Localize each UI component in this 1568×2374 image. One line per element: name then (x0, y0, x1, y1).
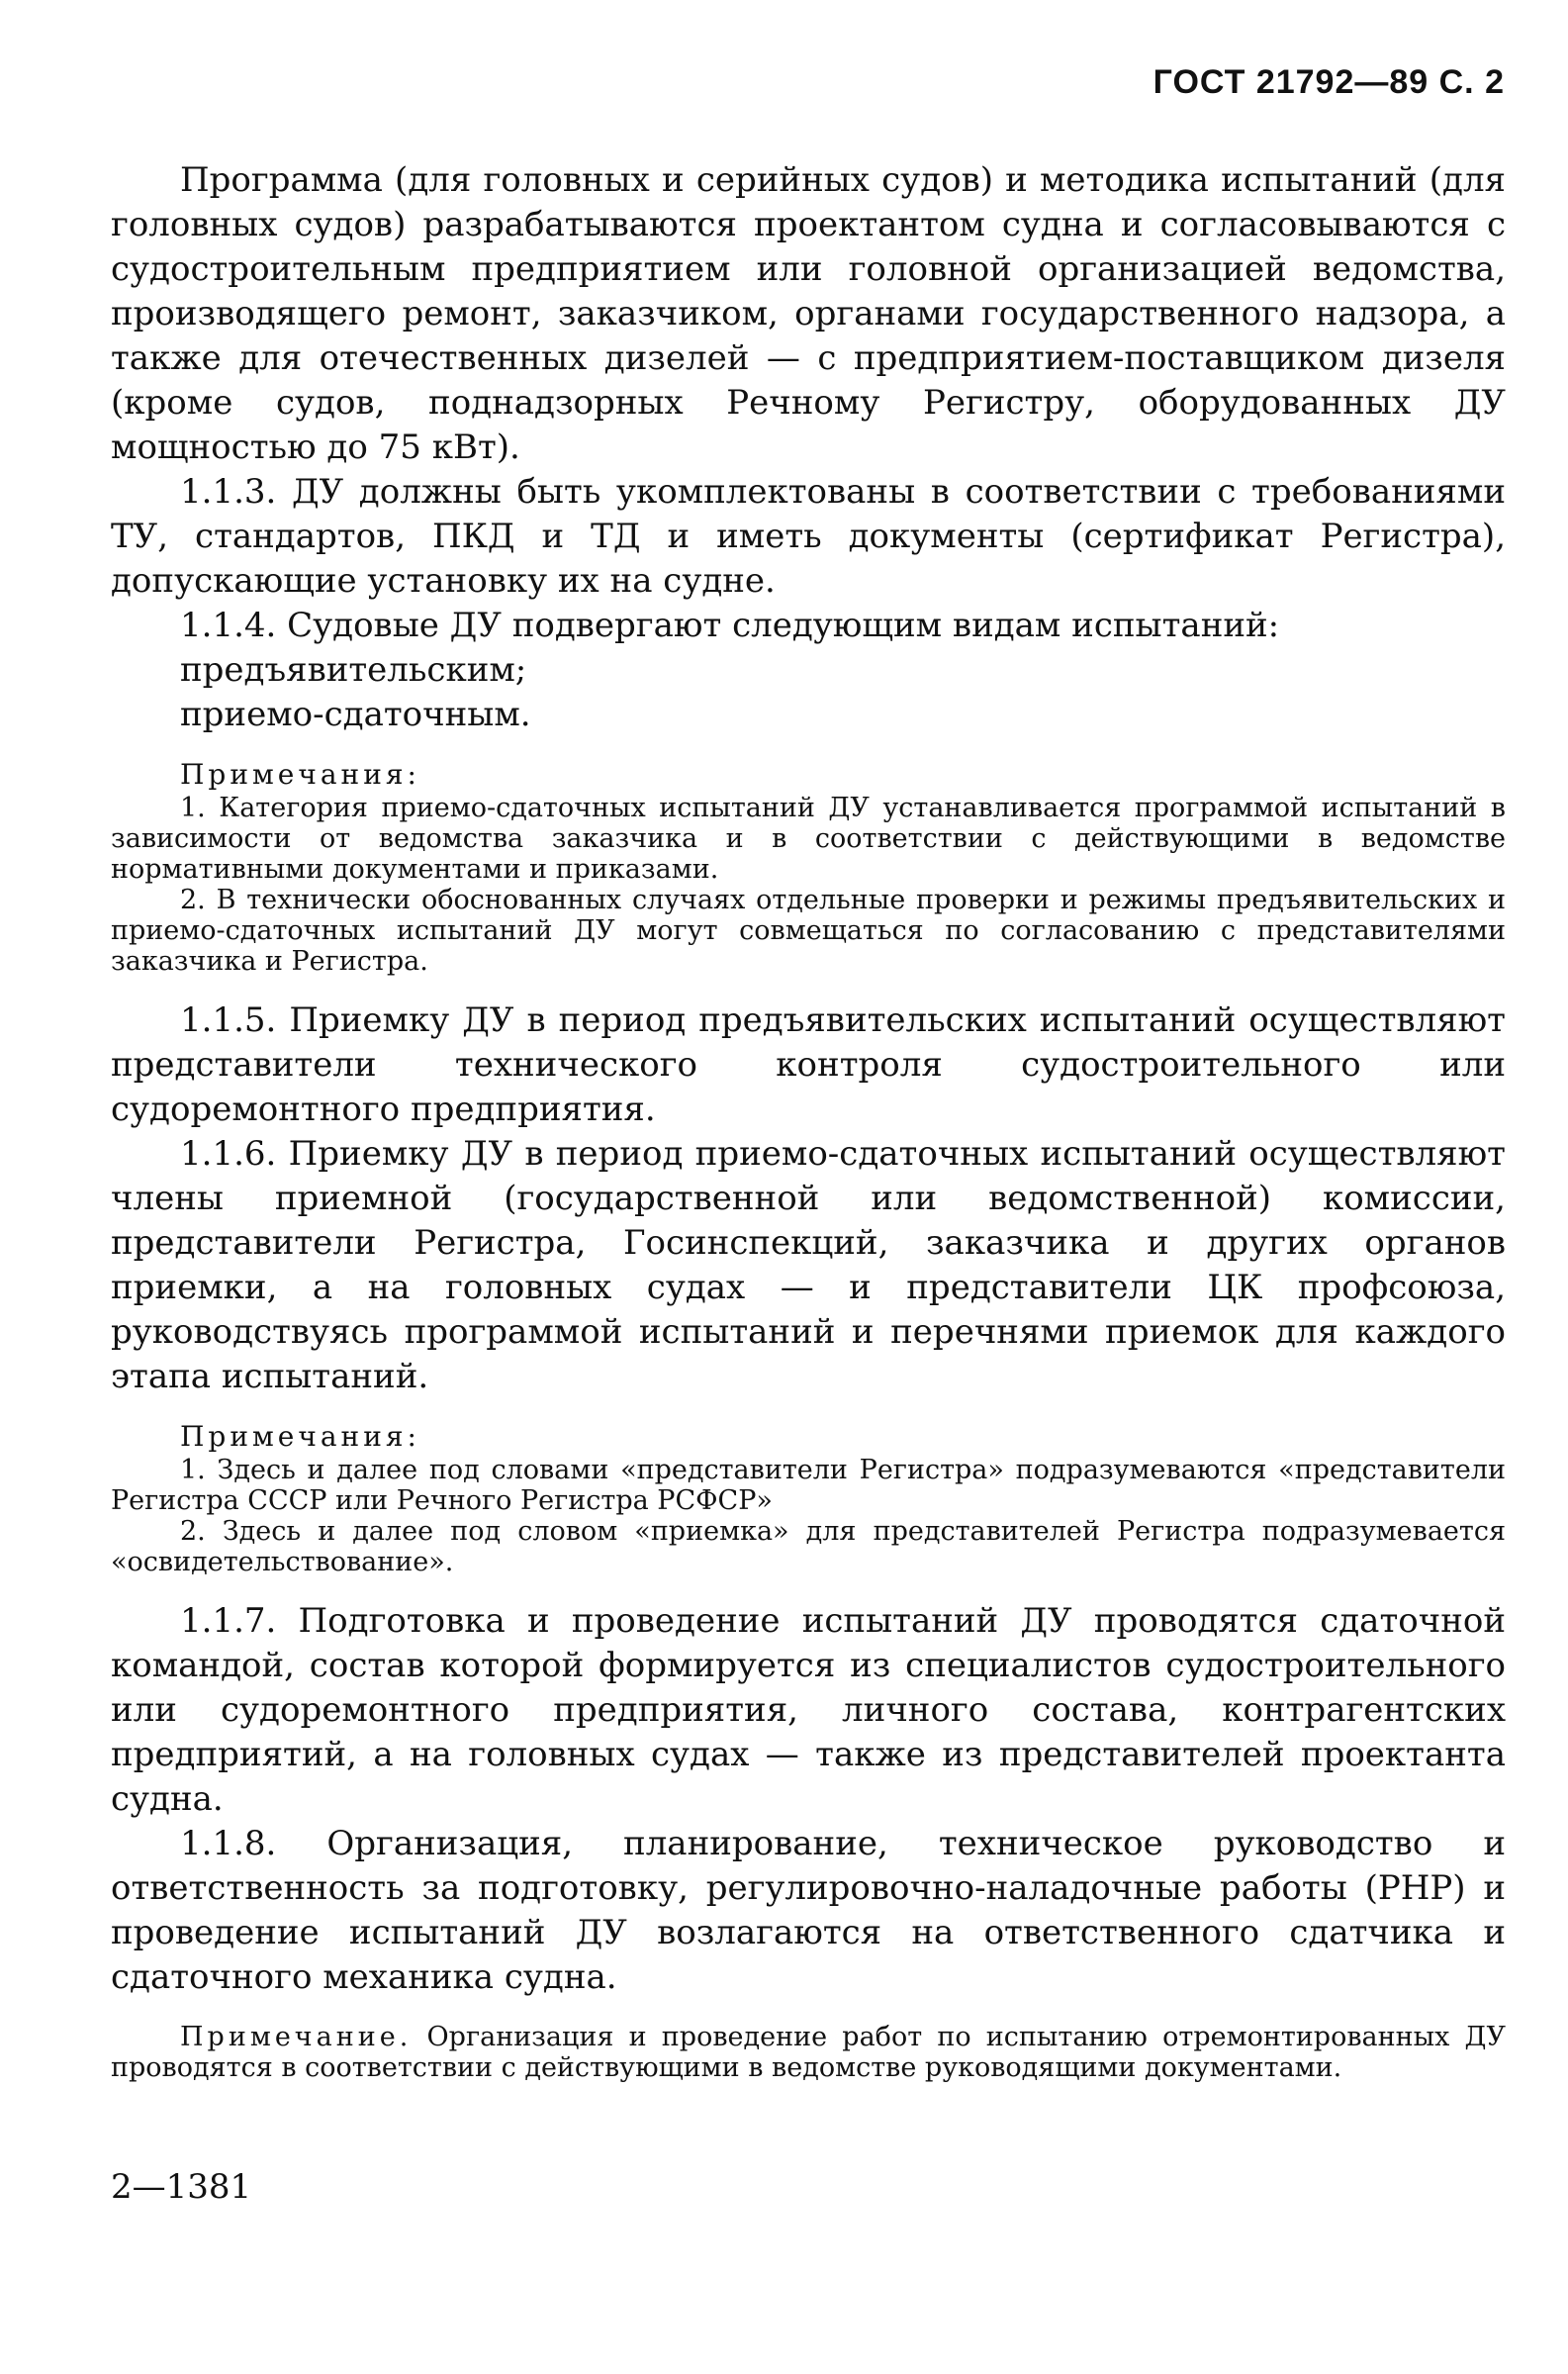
notes-heading: Примечания: (180, 1420, 420, 1453)
paragraph-1-1-7: 1.1.7. Подготовка и проведение испытаний ДУ проводятся сдаточной командой, состав которой формируется из специалистов судостроительного или судоремонтного предприятия, личного состава, контрагентских предприятий, а на головных судах — также из представителей проектанта судна. (111, 1601, 1506, 1819)
note-item: 1. Категория приемо-сдаточных испытаний ДУ устанавливается программой испытаний в зависимости от ведомства заказчика и в соответствии с действующими в ведомстве нормативными документами и приказами. (111, 793, 1506, 885)
paragraph-intro: Программа (для головных и серийных судов) и методика испытаний (для головных судов) разрабатываются проектантом судна и согласовываются с судостроительным предприятием или головной организацией ведомства, производящего ремонт, заказчиком, органами государственного надзора, а также для отечественных дизелей — с предприятием-поставщиком дизеля (кроме судов, поднадзорных Речному Регистру, оборудованных ДУ мощностью до 75 кВт). (111, 160, 1506, 467)
paragraph-1-1-4: 1.1.4. Судовые ДУ подвергают следующим видам испытаний: (180, 606, 1280, 645)
page-header: ГОСТ 21792—89 С. 2 (1153, 63, 1505, 101)
paragraph-1-1-8: 1.1.8. Организация, планирование, техническое руководство и ответственность за подготовку, регулировочно-наладочные работы (РНР) и проведение испытаний ДУ возлагаются на ответственного сдатчика и сдаточного механика судна. (111, 1824, 1506, 1997)
note-item: 2. В технически обоснованных случаях отдельные проверки и режимы предъявительских и приемо-сдаточных испытаний ДУ могут совмещаться по согласованию с представителями заказчика и Регистра. (111, 885, 1506, 977)
paragraph-1-1-5: 1.1.5. Приемку ДУ в период предъявительских испытаний осуществляют представители технического контроля судостроительного или судоремонтного предприятия. (111, 1000, 1506, 1129)
note-item: 2. Здесь и далее под словом «приемка» для представителей Регистра подразумевается «освидетельствование». (111, 1516, 1506, 1577)
note-label: Примечание. (180, 2022, 413, 2052)
document-body (111, 158, 1506, 2083)
notes-heading: Примечания: (180, 758, 420, 791)
list-item-acceptance-tests: приемо-сдаточным. (180, 695, 531, 734)
page-footer: 2—1381 (111, 2167, 252, 2207)
single-note (111, 2022, 1506, 2083)
note-text: Организация и проведение работ по испытанию отремонтированных ДУ проводятся в соответствии с действующими в ведомстве руководящими документами. (111, 2022, 1506, 2083)
notes-block-2 (111, 1419, 1506, 1577)
paragraph-1-1-6: 1.1.6. Приемку ДУ в период приемо-сдаточных испытаний осуществляют члены приемной (государственной или ведомственной) комиссии, представители Регистра, Госинспекций, заказчика и других органов приемки, а на головных судах — и представители ЦК профсоюза, руководствуясь программой испытаний и перечнями приемок для каждого этапа испытаний. (111, 1134, 1506, 1396)
note-item: 1. Здесь и далее под словами «представители Регистра» подразумеваются «представители Регистра СССР или Речного Регистра РСФСР» (111, 1455, 1506, 1516)
notes-block-1 (111, 757, 1506, 977)
list-item-presentation-tests: предъявительским; (180, 650, 527, 690)
paragraph-1-1-3: 1.1.3. ДУ должны быть укомплектованы в соответствии с требованиями ТУ, стандартов, ПКД и ТД и иметь документы (сертификат Регистра), допускающие установку их на судне. (111, 472, 1506, 601)
